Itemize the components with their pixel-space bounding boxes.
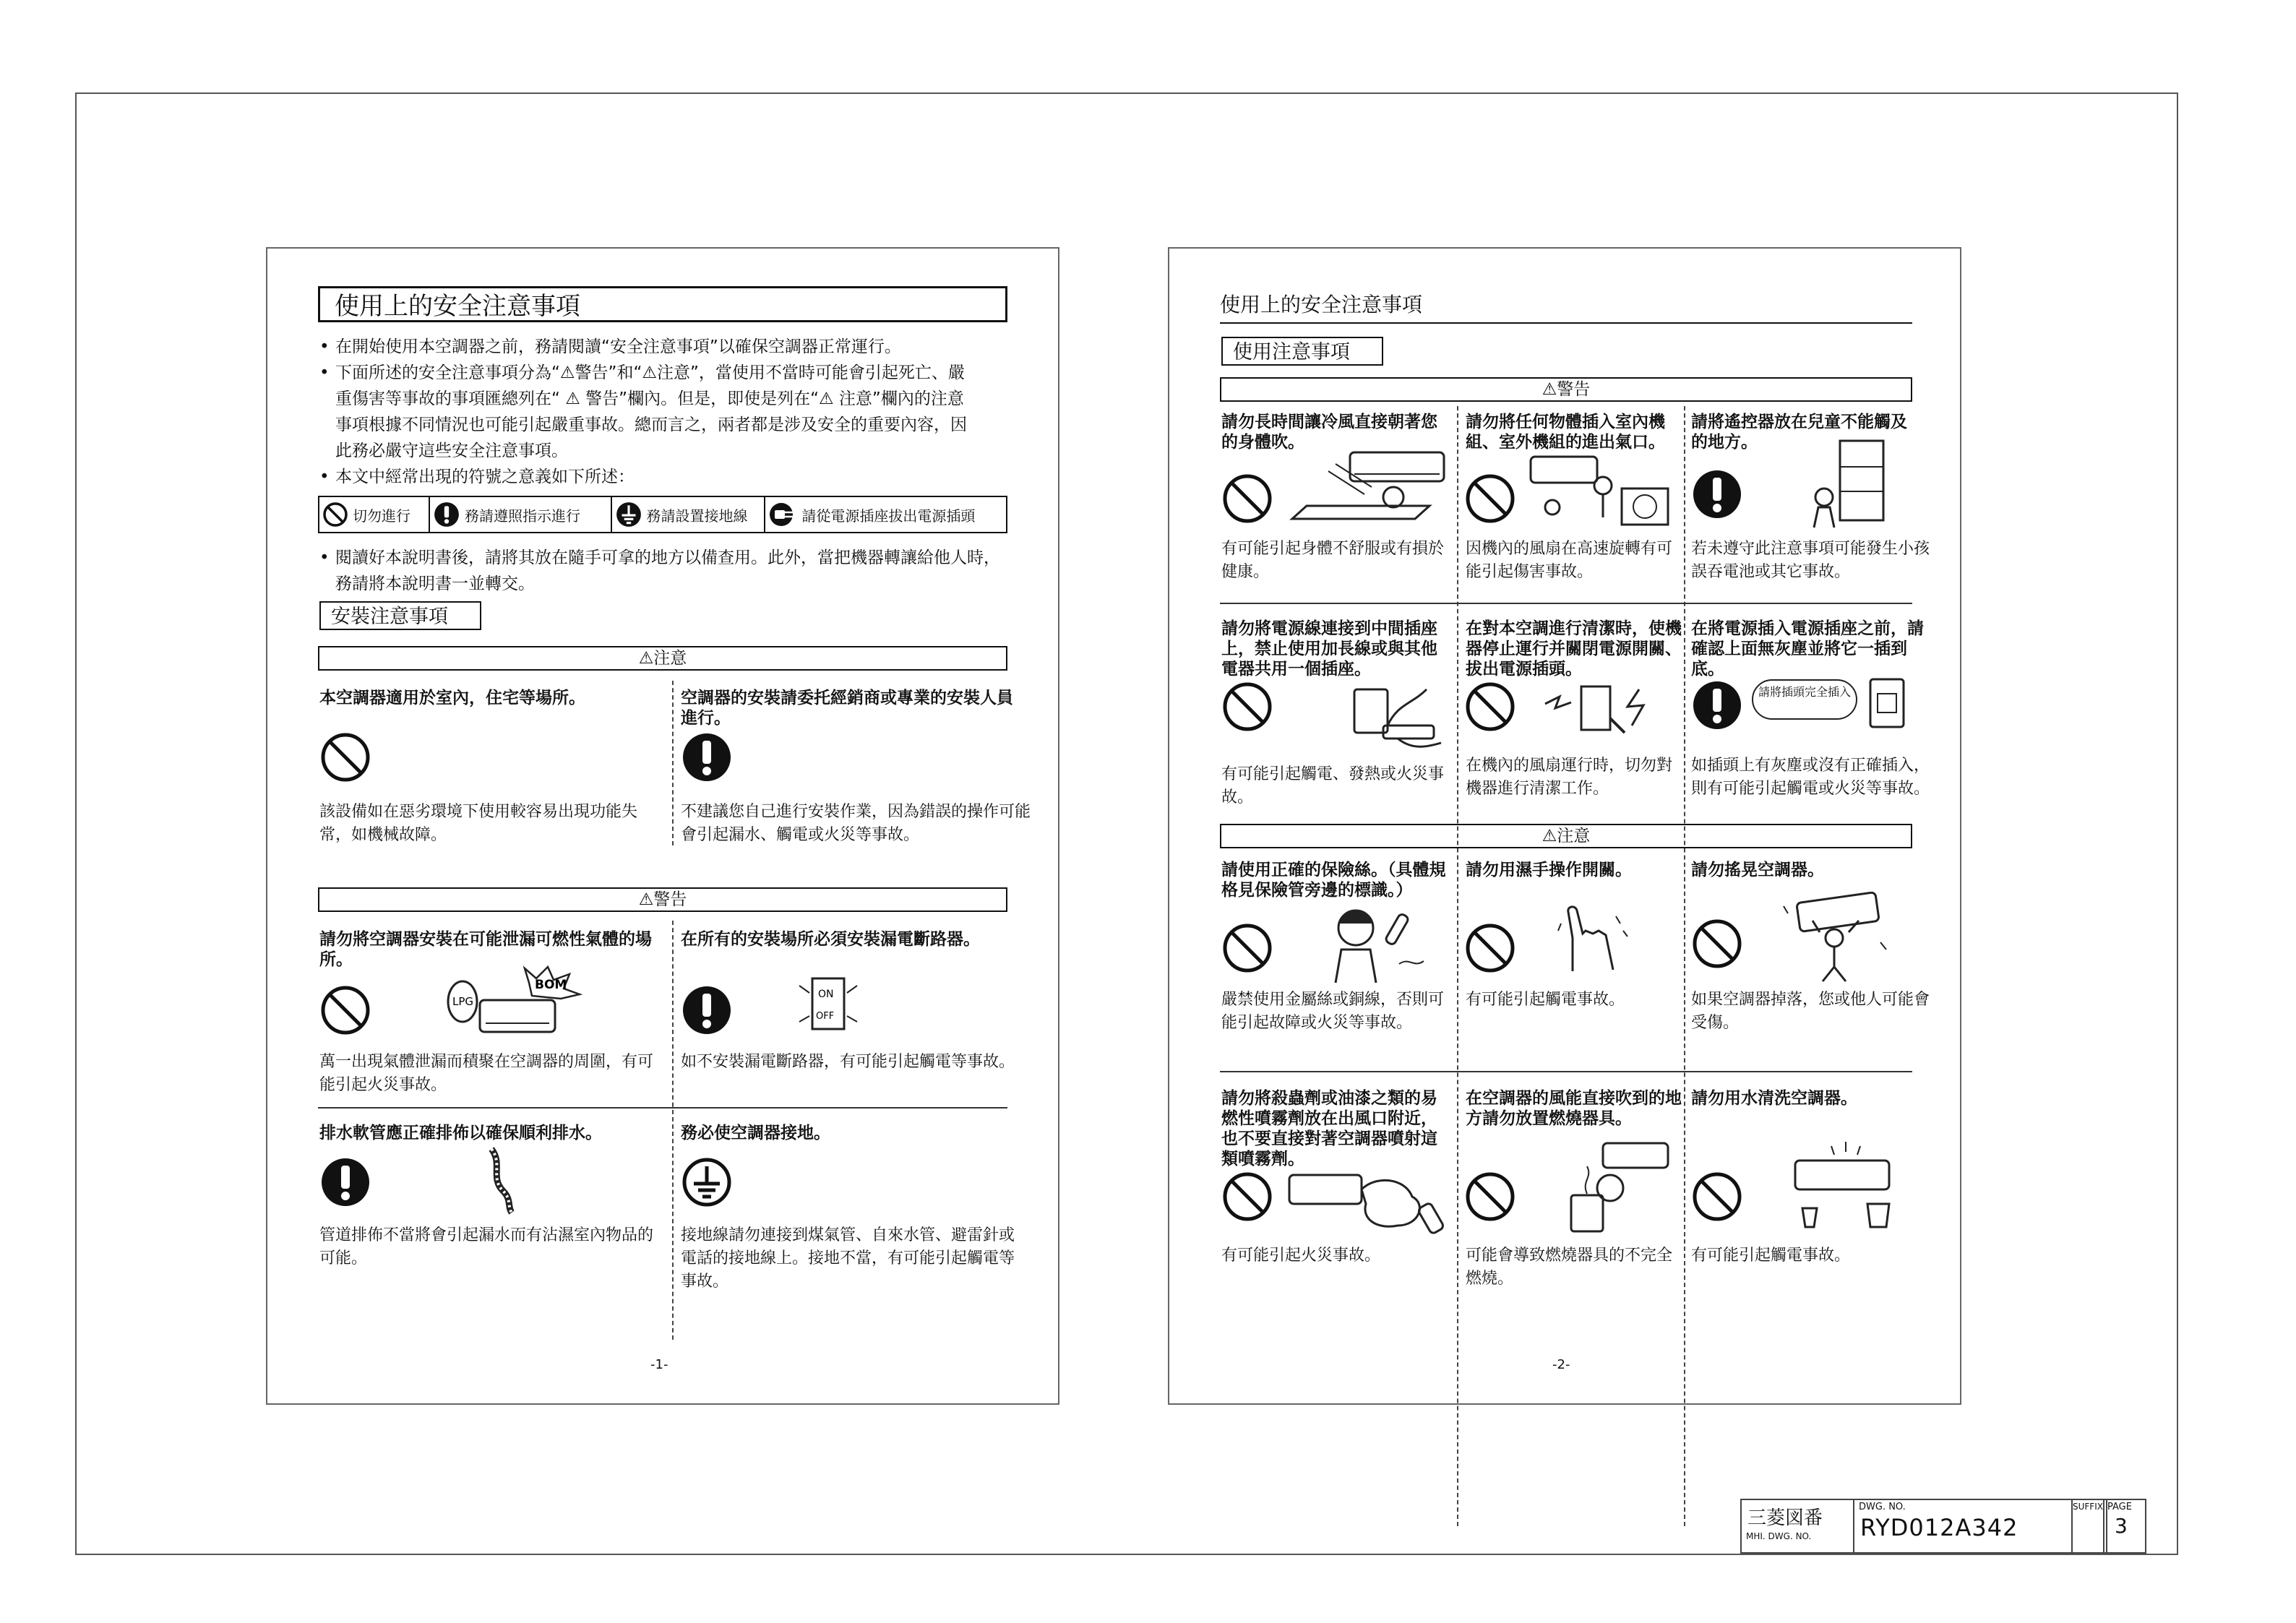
wet-hand-illustration bbox=[1551, 902, 1638, 974]
prohibited-icon bbox=[319, 984, 371, 1036]
page-2 bbox=[1168, 247, 1961, 1405]
drawing-number-field: DWG. NO. RYD012A342 bbox=[1854, 1500, 2073, 1552]
page-2-title: 使用上的安全注意事項 bbox=[1220, 290, 1912, 324]
svg-text:OFF: OFF bbox=[816, 1011, 835, 1022]
prohibited-icon bbox=[1464, 1171, 1516, 1223]
prohibited-icon bbox=[1221, 1171, 1273, 1223]
warning-band: ⚠警告 bbox=[1220, 377, 1912, 402]
warning-2-text: 如不安裝漏電斷路器，有可能引起觸電等事故。 bbox=[681, 1053, 1015, 1071]
bullet-item: • 本文中經常出現的符號之意義如下所述： bbox=[319, 464, 970, 490]
use-warning-6-heading: 在將電源插入電源插座之前，請確認上面無灰塵並將它一插到底。 bbox=[1691, 619, 1924, 679]
use-caution-1-text: 嚴禁使用金屬絲或銅線，否則可能引起故障或火災等事故。 bbox=[1221, 991, 1445, 1032]
caution-1-text: 該設備如在惡劣環境下使用較容易出現功能失常，如機械故障。 bbox=[319, 803, 638, 844]
use-warning-5-text: 在機內的風扇運行時，切勿對機器進行清潔工作。 bbox=[1466, 757, 1673, 798]
ground-icon bbox=[681, 1156, 733, 1208]
prohibited-icon bbox=[1464, 681, 1516, 733]
finger-in-unit-illustration bbox=[1523, 451, 1675, 530]
drain-hose-illustration bbox=[481, 1145, 525, 1217]
prohibited-icon bbox=[1691, 1171, 1743, 1223]
page-1-title: 使用上的安全注意事項 bbox=[318, 286, 1007, 322]
use-caution-5-text: 可能會導致燃燒器具的不完全燃燒。 bbox=[1466, 1247, 1673, 1288]
use-caution-3-heading: 請勿搖晃空調器。 bbox=[1691, 861, 1824, 879]
row-divider bbox=[1220, 603, 1912, 604]
prohibited-icon bbox=[1464, 473, 1516, 525]
symbol-unplug: 請從電源插座拔出電源插頭 bbox=[764, 497, 1006, 532]
page-number: -1- bbox=[650, 1357, 668, 1372]
use-warning-5-heading: 在對本空調進行清潔時，使機器停止運行并關閉電源開關、拔出電源插頭。 bbox=[1466, 619, 1682, 679]
symbol-legend bbox=[318, 496, 1007, 533]
use-warning-3-text: 若未遵守此注意事項可能發生小孩誤吞電池或其它事故。 bbox=[1691, 540, 1930, 581]
warning-1-text: 萬一出現氣體泄漏而積聚在空調器的周圍，有可能引起火災事故。 bbox=[319, 1053, 654, 1094]
caution-band: ⚠注意 bbox=[318, 646, 1007, 671]
use-caution-2-heading: 請勿用濕手操作開關。 bbox=[1466, 861, 1632, 879]
prohibited-icon bbox=[319, 731, 371, 783]
unplug-cleaning-illustration bbox=[1531, 675, 1675, 747]
mandatory-action-icon bbox=[1691, 468, 1743, 520]
svg-text:ON: ON bbox=[818, 989, 834, 1000]
mhi-drawing-label: 三菱図番 MHI. DWG. NO. bbox=[1742, 1500, 1854, 1552]
caution-2-heading: 空調器的安裝請委托經銷商或專業的安裝人員進行。 bbox=[681, 689, 1013, 728]
mandatory-action-icon bbox=[681, 731, 733, 783]
prohibited-icon bbox=[1691, 918, 1743, 970]
prohibited-icon bbox=[1221, 681, 1273, 733]
column-divider bbox=[672, 681, 674, 845]
symbol-prohibited: 切勿進行 bbox=[319, 497, 429, 532]
caution-band: ⚠注意 bbox=[1220, 824, 1912, 848]
multi-plug-illustration bbox=[1340, 675, 1448, 754]
row-divider bbox=[318, 1107, 1007, 1108]
spray-illustration bbox=[1282, 1161, 1448, 1240]
bullet-item: • 下面所述的安全注意事項分為“⚠警告”和“⚠注意”，當使用不當時可能會引起死亡、嚴重傷害等事故的事項匯總列在“ ⚠ 警告”欄內。但是，即使是列在“⚠ 注意”欄內的注意事項根據不同情況也可能引起嚴重事故。總而言之，兩者都是涉及安全的重要內容，因此務必嚴守這些安全注意事項。 bbox=[319, 360, 970, 464]
warning-3-heading: 排水軟管應正確排佈以確保順利排水。 bbox=[319, 1124, 602, 1142]
caution-1-heading: 本空調器適用於室內，住宅等場所。 bbox=[319, 689, 585, 707]
symbol-ground: 務請設置接地線 bbox=[611, 497, 765, 532]
mandatory-action-icon bbox=[1691, 679, 1743, 731]
ground-icon bbox=[615, 501, 642, 528]
prohibited-icon bbox=[1221, 922, 1273, 974]
use-caution-4-heading: 請勿將殺蟲劑或油漆之類的易燃性噴霧劑放在出風口附近，也不要直接對著空調器噴射這類噴霧劑。 bbox=[1221, 1089, 1437, 1168]
column-divider bbox=[672, 921, 674, 1340]
use-warning-4-heading: 請勿將電源線連接到中間插座上，禁止使用加長線或與其他電器共用一個插座。 bbox=[1221, 619, 1437, 679]
drawing-title-block bbox=[1740, 1499, 2107, 1554]
mandatory-action-icon bbox=[433, 501, 460, 528]
use-caution-3-text: 如果空調器掉落，您或他人可能會受傷。 bbox=[1691, 991, 1930, 1032]
use-caution-4-text: 有可能引起火災事故。 bbox=[1221, 1247, 1381, 1265]
symbol-instruction: 務請遵照指示進行 bbox=[429, 497, 611, 532]
warning-4-heading: 務必使空調器接地。 bbox=[681, 1124, 830, 1142]
mandatory-action-icon bbox=[681, 984, 733, 1036]
use-warning-6-text: 如插頭上有灰塵或沒有正確插入，則有可能引起觸電或火災等事故。 bbox=[1691, 757, 1930, 798]
warning-3-text: 管道排佈不當將會引起漏水而有沾濕室內物品的可能。 bbox=[319, 1226, 654, 1267]
fuse-person-illustration bbox=[1320, 899, 1435, 986]
use-warning-2-text: 因機內的風扇在高速旋轉有可能引起傷害事故。 bbox=[1466, 540, 1673, 581]
water-wash-illustration bbox=[1781, 1139, 1904, 1233]
row-divider bbox=[1220, 1071, 1912, 1072]
use-warning-3-heading: 請將遙控器放在兒童不能觸及的地方。 bbox=[1691, 413, 1907, 452]
use-warning-4-text: 有可能引起觸電、發熱或火災事故。 bbox=[1221, 765, 1445, 806]
caution-2-text: 不建議您自己進行安裝作業，因為錯誤的操作可能會引起漏水、觸電或火災等事故。 bbox=[681, 803, 1031, 844]
use-section-title: 使用注意事項 bbox=[1221, 337, 1383, 366]
use-warning-2-heading: 請勿將任何物體插入室內機組、室外機組的進出氣口。 bbox=[1466, 413, 1665, 452]
prohibited-icon bbox=[322, 501, 348, 528]
use-warning-1-text: 有可能引起身體不舒服或有損於健康。 bbox=[1221, 540, 1445, 581]
prohibited-icon bbox=[1221, 473, 1273, 525]
use-caution-1-heading: 請使用正確的保險絲。（具體規格見保險管旁邊的標識。） bbox=[1221, 861, 1446, 900]
svg-text:BOM: BOM bbox=[535, 978, 567, 992]
bullet-item: • 在開始使用本空調器之前，務請閱讀“安全注意事項”以確保空調器正常運行。 bbox=[319, 334, 1013, 360]
mandatory-action-icon bbox=[319, 1156, 371, 1208]
gas-leak-illustration bbox=[438, 964, 590, 1043]
use-caution-2-text: 有可能引起觸電事故。 bbox=[1466, 991, 1625, 1009]
column-divider bbox=[1684, 406, 1685, 1526]
heater-illustration bbox=[1545, 1137, 1675, 1239]
use-caution-5-heading: 在空調器的風能直接吹到的地方請勿放置燃燒器具。 bbox=[1466, 1089, 1682, 1128]
page-field: PAGE 3 bbox=[2103, 1499, 2146, 1554]
column-divider bbox=[1457, 406, 1458, 1526]
suffix-page-field: SUFFIX bbox=[2073, 1502, 2103, 1512]
wall-socket-illustration bbox=[1863, 672, 1914, 737]
warning-1-heading: 請勿將空調器安裝在可能泄漏可燃性氣體的場所。 bbox=[319, 930, 652, 969]
plug-in-speech-bubble: 請將插頭完全插入 bbox=[1752, 679, 1857, 720]
warning-band: ⚠警告 bbox=[318, 887, 1007, 912]
install-section-title: 安裝注意事項 bbox=[319, 601, 481, 630]
cold-air-sleeping-illustration bbox=[1285, 449, 1451, 529]
unplug-icon bbox=[768, 501, 797, 528]
page-number: -2- bbox=[1552, 1357, 1570, 1372]
svg-text:LPG: LPG bbox=[452, 995, 474, 1008]
shaking-unit-illustration bbox=[1769, 892, 1892, 986]
use-caution-6-text: 有可能引起觸電事故。 bbox=[1691, 1247, 1851, 1265]
prohibited-icon bbox=[1464, 922, 1516, 974]
use-caution-6-heading: 請勿用水清洗空調器。 bbox=[1691, 1089, 1857, 1108]
remote-child-illustration bbox=[1804, 438, 1891, 532]
bullet-item: • 閱讀好本說明書後，請將其放在隨手可拿的地方以備查用。此外，當把機器轉讓給他人時，務請將本說明書一並轉交。 bbox=[319, 545, 1013, 597]
use-warning-1-heading: 請勿長時間讓冷風直接朝著您的身體吹。 bbox=[1221, 413, 1437, 452]
page-1 bbox=[266, 247, 1059, 1405]
warning-4-text: 接地線請勿連接到煤氣管、自來水管、避雷針或電話的接地線上。接地不當，有可能引起觸電等事故。 bbox=[681, 1226, 1015, 1291]
breaker-illustration bbox=[792, 971, 864, 1036]
warning-2-heading: 在所有的安裝場所必須安裝漏電斷路器。 bbox=[681, 930, 980, 949]
